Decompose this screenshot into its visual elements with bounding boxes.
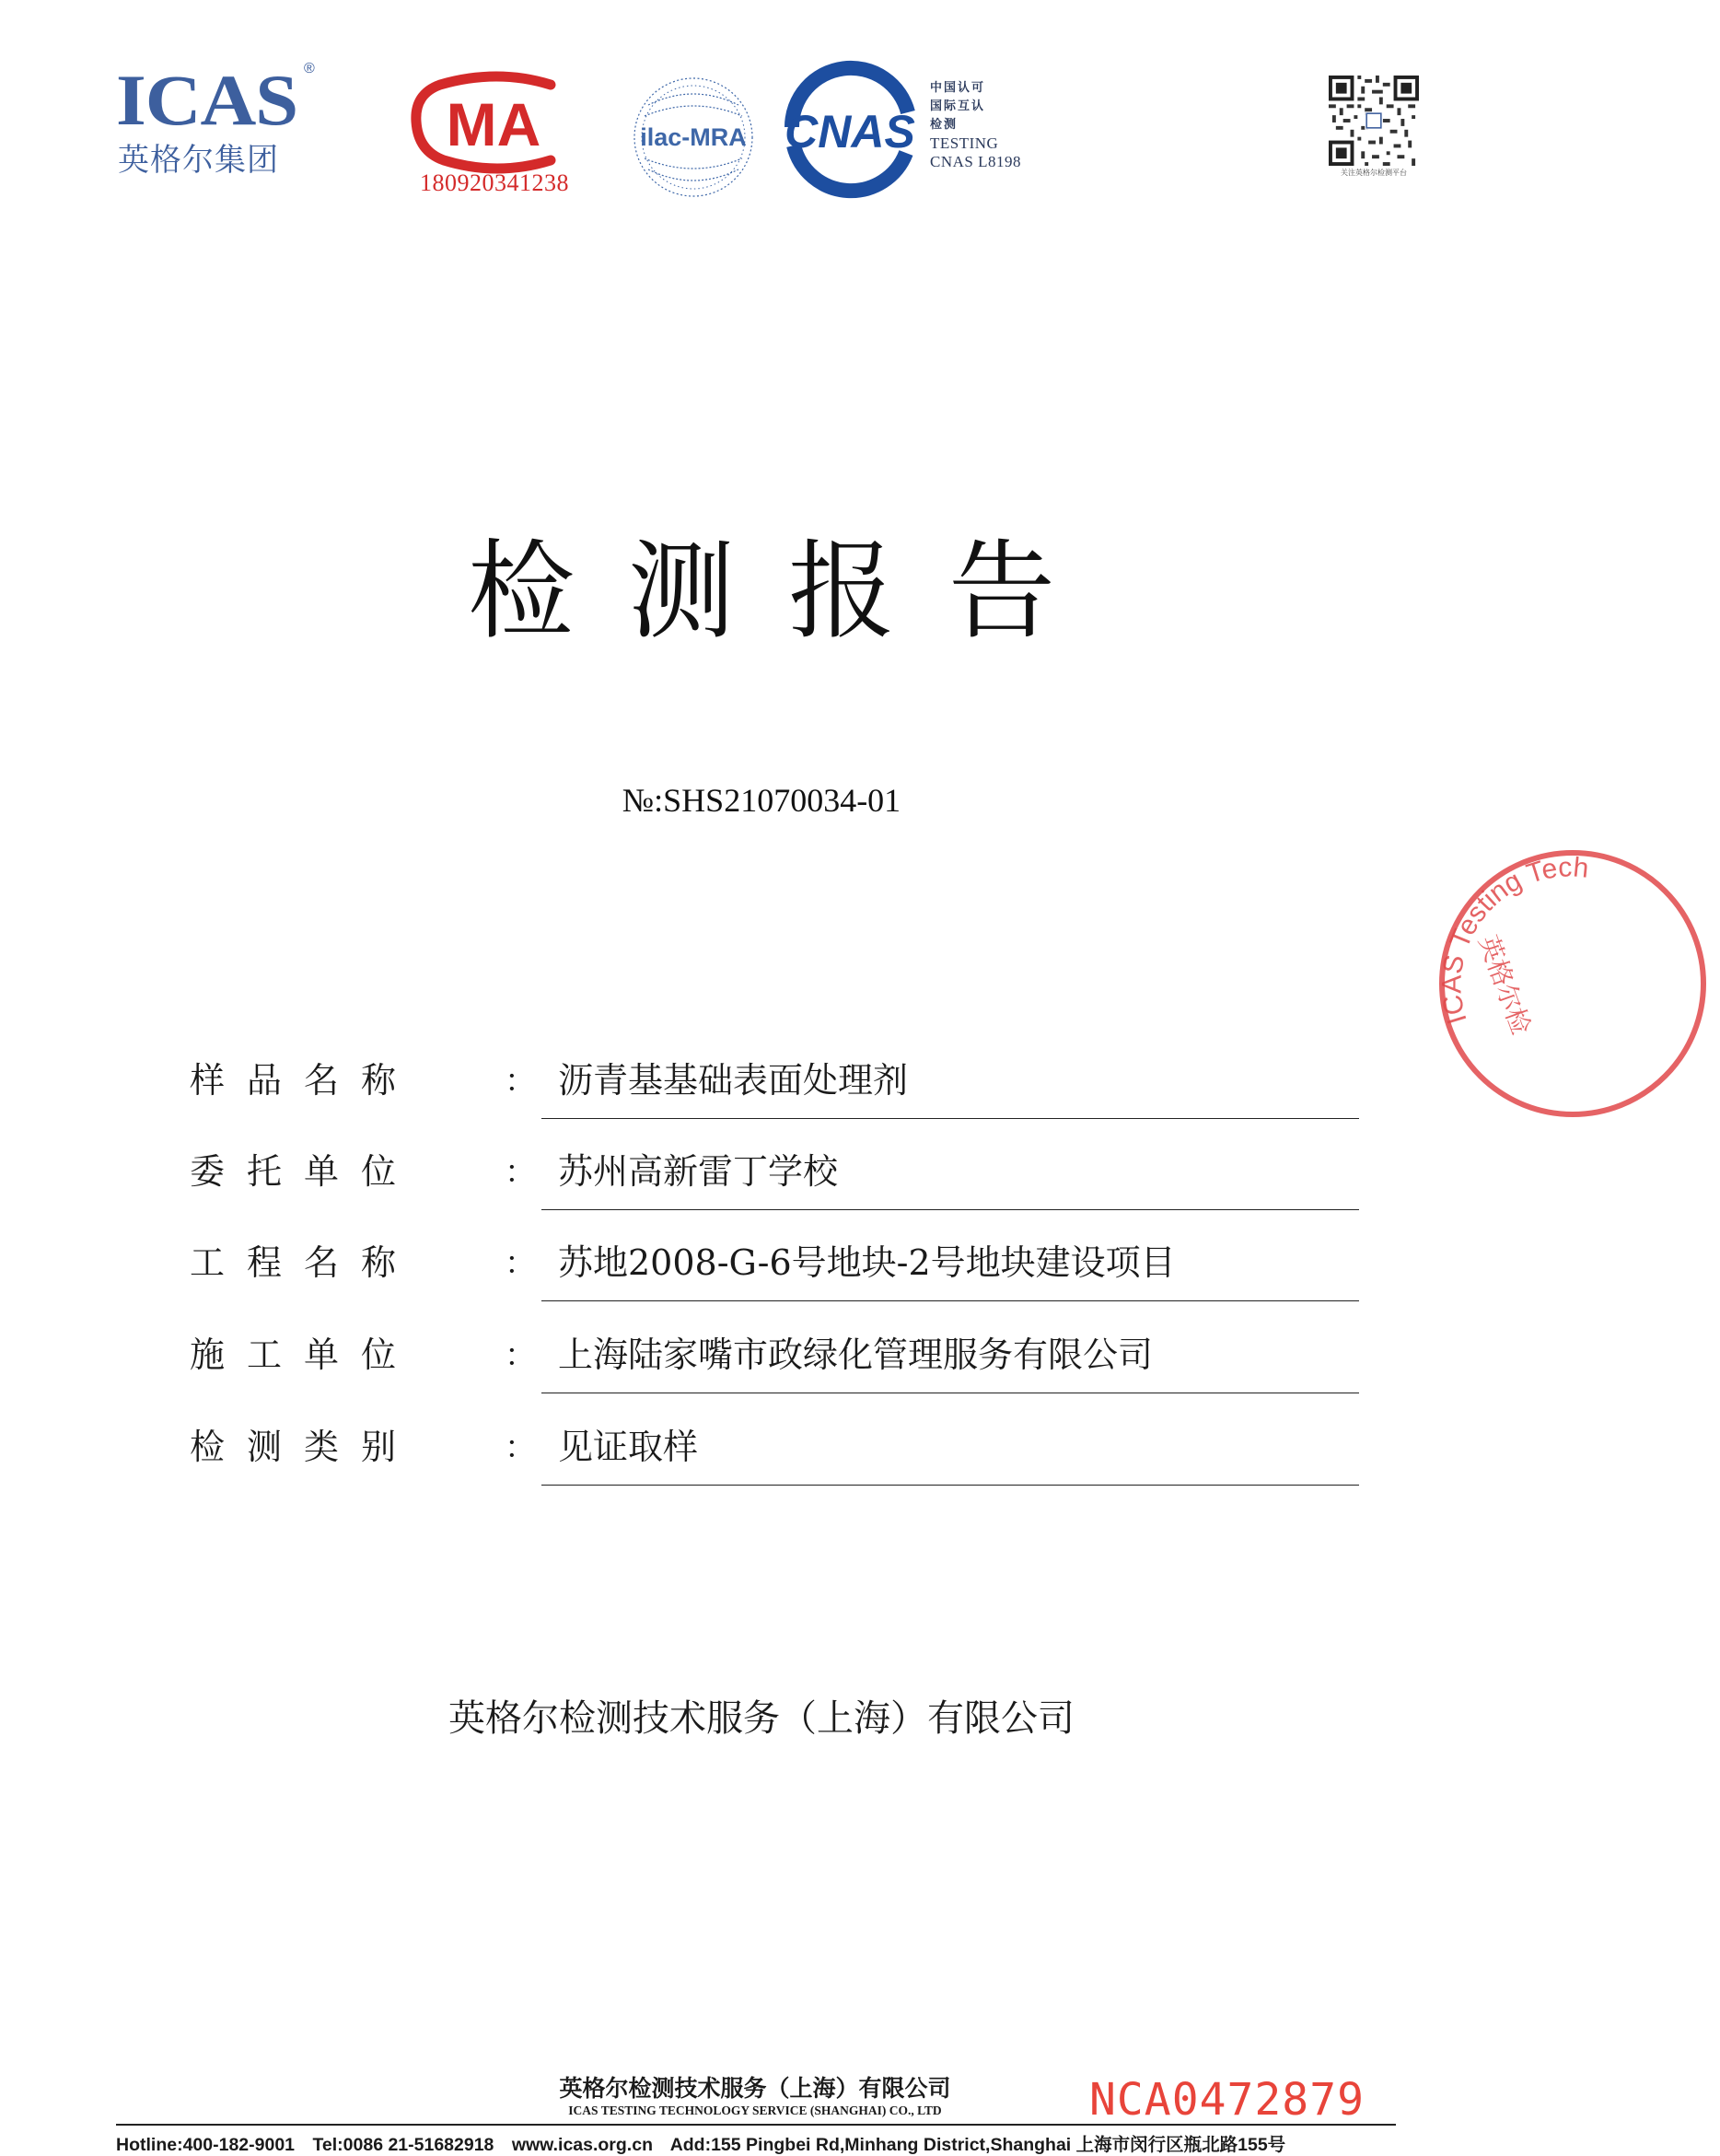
field-label: 委托单位 [190,1151,419,1192]
icas-wordmark: ICAS [116,60,297,140]
icas-group-name: 英格尔集团 [118,142,279,179]
field-underline [541,1118,1359,1119]
footer-company-en: ICAS TESTING TECHNOLOGY SERVICE (SHANGHAI) CO., LTD [568,2104,942,2117]
hotline: Hotline:400-182-9001 [116,2135,296,2155]
cnas-mark-icon [781,72,919,192]
report-number: №:SHS21070034-01 [622,782,901,819]
field-colon: ： [505,1154,536,1191]
field-colon: ： [505,1063,536,1100]
website-link[interactable]: www.icas.org.cn [511,2135,653,2155]
cnas-line: CNAS L8198 [930,153,1021,170]
seal-text-cn: 英格尔检 [1472,931,1537,1039]
field-underline [541,1209,1359,1210]
field-label: 工程名称 [190,1242,419,1283]
cnas-line: TESTING [930,134,999,152]
cnas-line: 检测 [930,118,959,132]
qr-caption: 关注英格尔检测平台 [1341,169,1407,177]
seal-text-en: ICAS Testing Tech [1436,852,1590,1028]
cnas-line: 国际互认 [930,99,986,113]
cnas-wordmark: CNAS [784,106,915,157]
field-project-name [190,1234,1359,1308]
serial-number [1089,2074,1365,2126]
ilac-text: ilac-MRA [640,123,747,151]
footer-divider [116,2124,1396,2126]
cma-letters: MA [446,90,541,158]
qr-code-icon [1329,76,1419,166]
field-value: 沥青基基础表面处理剂 [558,1060,909,1101]
field-test-category [190,1418,1359,1492]
cma-number: 180920341238 [420,169,569,196]
serial-prefix: NCA [1089,2074,1172,2126]
ilac-globe-icon [626,70,761,204]
field-client [190,1143,1359,1217]
field-value: 上海陆家嘴市政绿化管理服务有限公司 [558,1334,1154,1375]
address: Add:155 Pingbei Rd,Minhang District,Shanghai 上海市闵行区瓶北路155号 [669,2135,1286,2155]
field-colon: ： [505,1337,536,1374]
field-label: 样品名称 [190,1060,419,1101]
cnas-accreditation-text [930,79,1050,171]
telephone: Tel:0086 21-51682918 [312,2135,494,2155]
issuing-company: 英格尔检测技术服务（上海）有限公司 [448,1697,1075,1740]
serial-digits: 0472879 [1171,2074,1365,2126]
field-value: 苏州高新雷丁学校 [558,1151,839,1192]
footer-contact [116,2130,1405,2156]
ilac-mra-logo [626,70,761,204]
cnas-line: 中国认可 [930,81,986,95]
qr-code [1326,76,1422,184]
company-seal [1425,836,1590,1131]
cma-mark-icon [413,72,583,173]
icas-logo [116,60,328,179]
field-label: 检测类别 [190,1427,419,1467]
footer-company-cn: 英格尔检测技术服务（上海）有限公司 [559,2075,951,2102]
field-colon: ： [505,1245,536,1282]
field-contractor [190,1326,1359,1400]
field-colon: ： [505,1429,536,1466]
registered-mark: ® [304,61,315,76]
field-underline [541,1300,1359,1301]
cnas-logo [781,72,919,192]
field-label: 施工单位 [190,1334,419,1375]
seal-stamp-icon [1425,836,1720,1131]
field-underline [541,1485,1359,1486]
cma-logo [413,72,583,201]
document-title: 检测报告 [468,530,1109,654]
field-sample-name [190,1052,1359,1125]
field-value: 苏地2008-G-6号地块-2号地块建设项目 [558,1242,1176,1283]
field-value: 见证取样 [558,1427,699,1467]
